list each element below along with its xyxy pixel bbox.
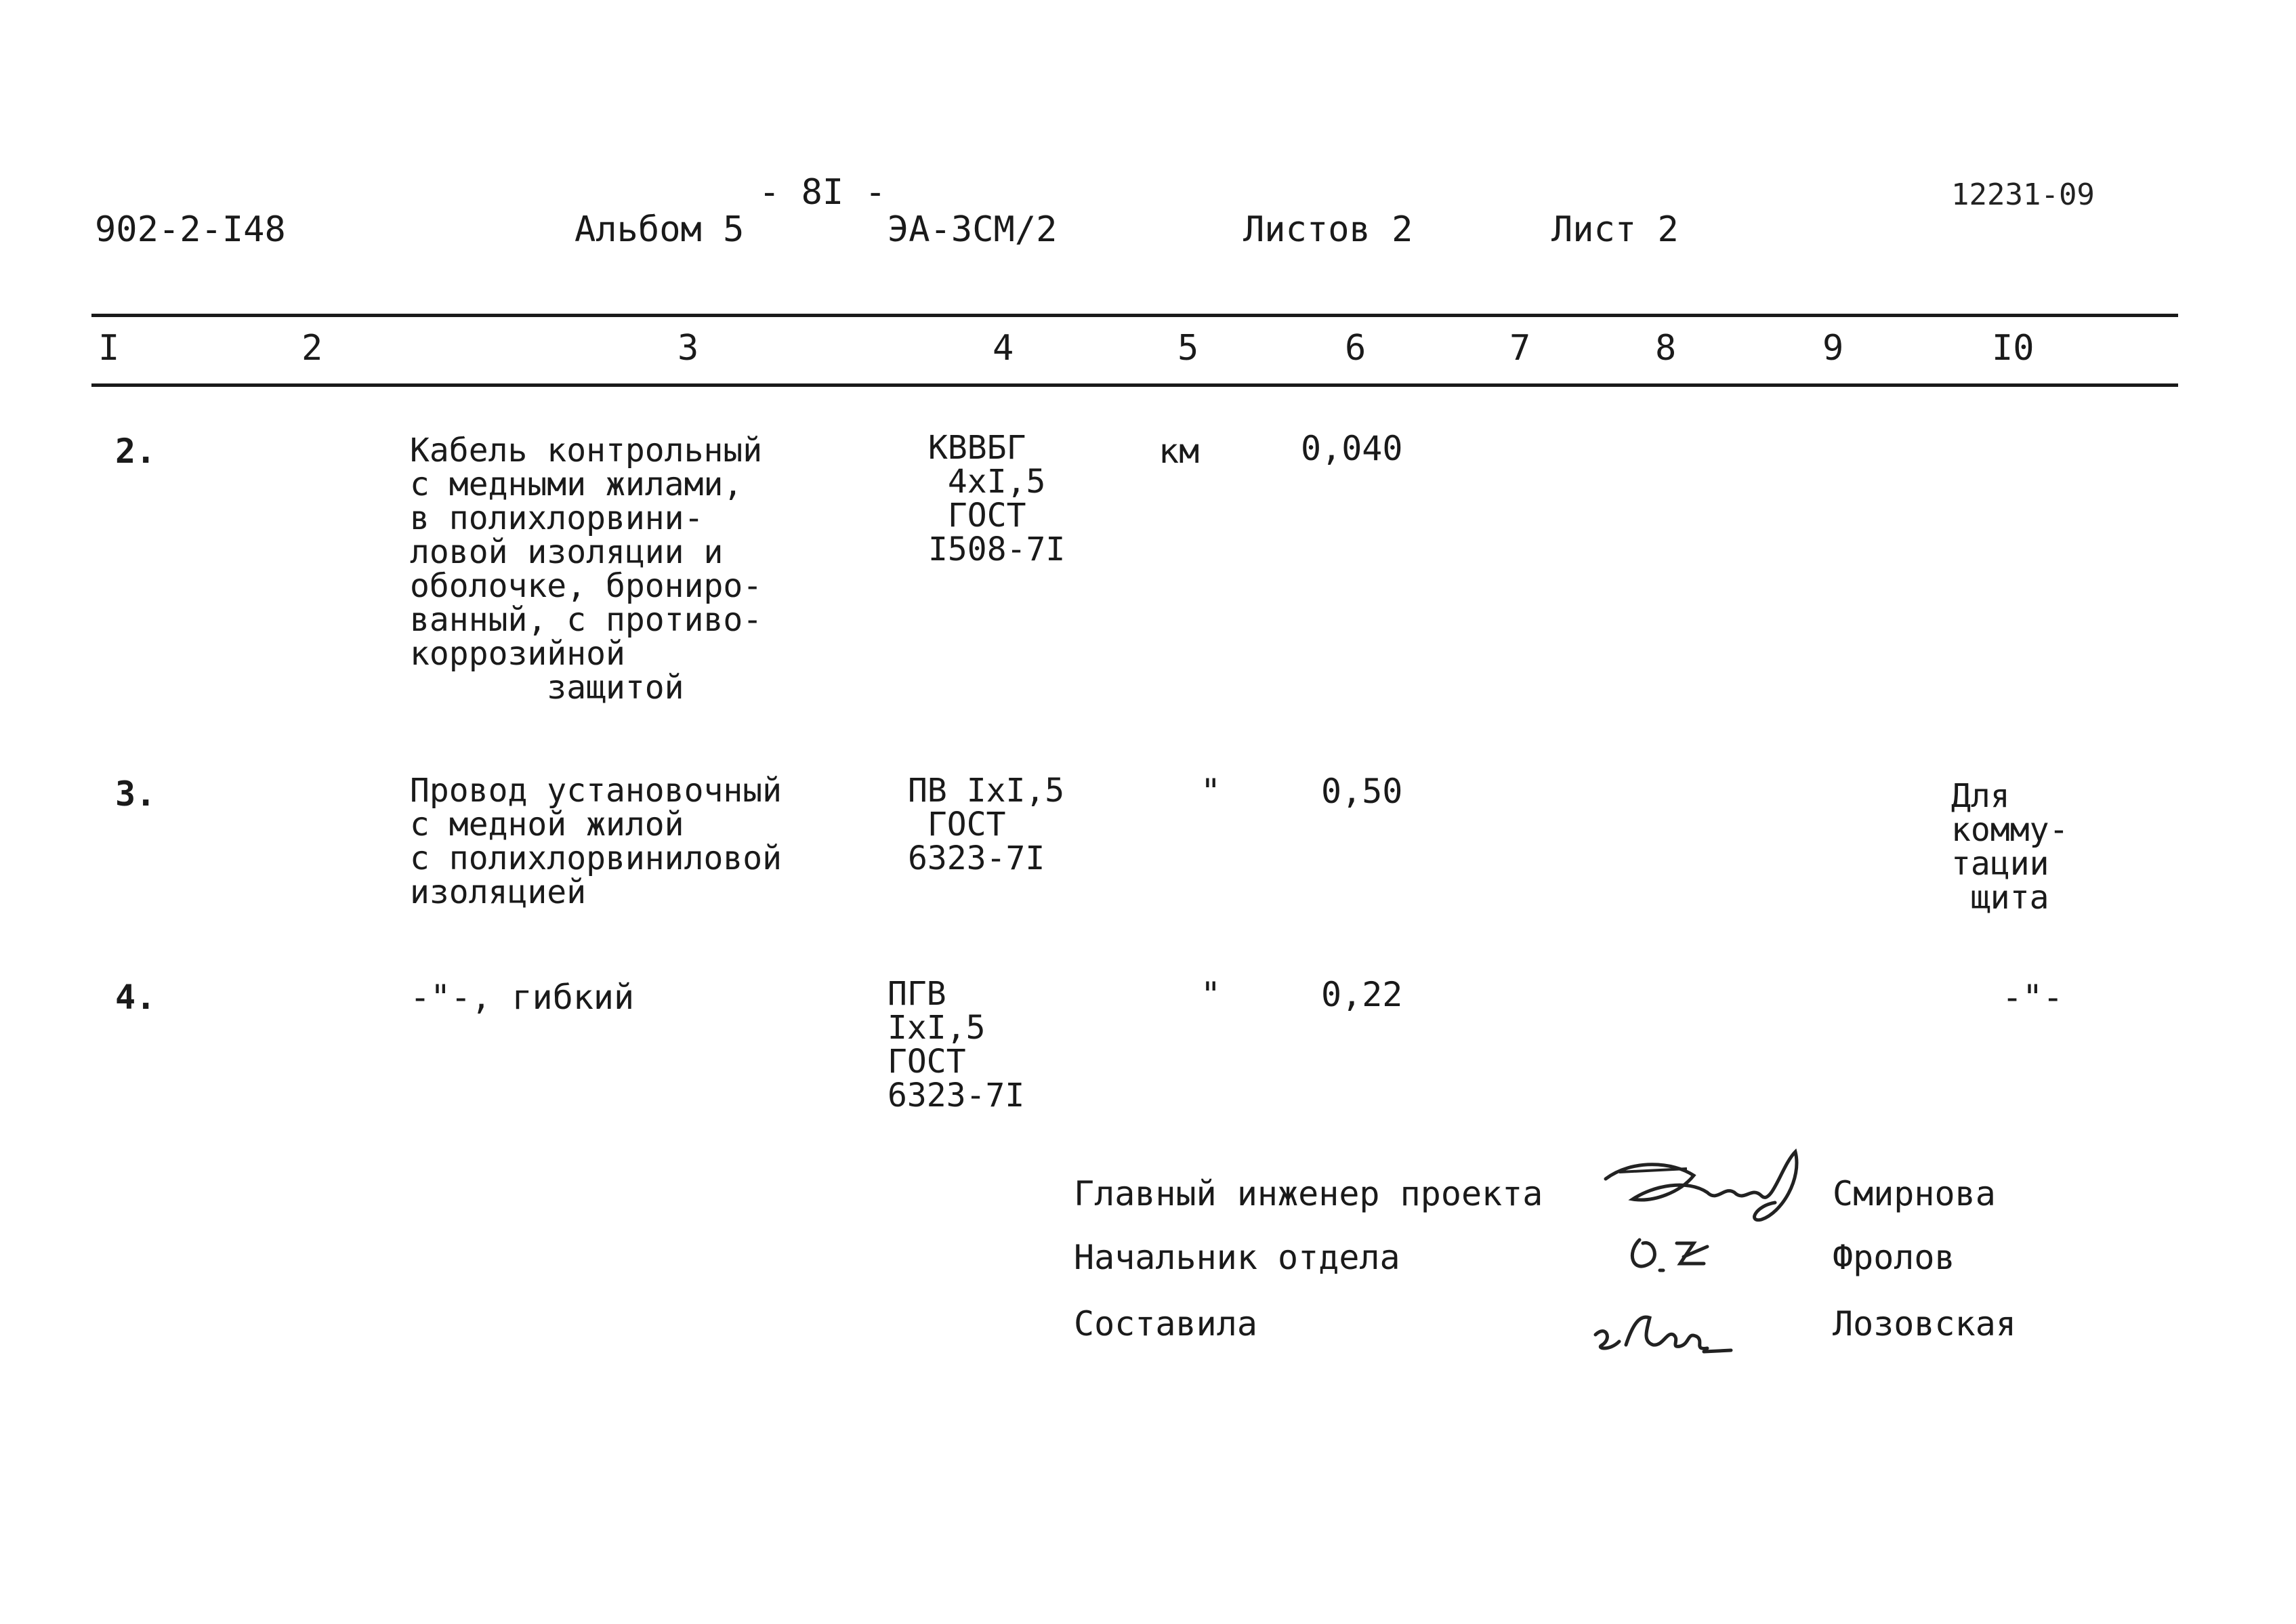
signature-role-head: Начальник отдела xyxy=(1074,1238,1400,1277)
handwritten-signature-author-icon xyxy=(1585,1297,1741,1358)
table-top-rule xyxy=(91,314,2178,317)
column-header-5: 5 xyxy=(1177,328,1199,369)
signature-name-head: Фролов xyxy=(1833,1238,1955,1277)
table-row-mark: КВВБГ 4хI,5 ГОСТ I508-7I xyxy=(928,429,1066,568)
table-row-qty: 0,22 xyxy=(1321,975,1403,1014)
table-row-name: Кабель контрольный с медными жилами, в полихлорвини- ловой изоляции и оболочке, брониро- ванный, с противо- коррозийной защитой xyxy=(410,432,763,707)
table-row-unit: км xyxy=(1159,432,1200,471)
table-row-number: 2. xyxy=(115,432,156,471)
column-header-4: 4 xyxy=(993,328,1014,369)
column-header-7: 7 xyxy=(1509,328,1531,369)
column-header-9: 9 xyxy=(1822,328,1844,369)
table-row-note: -"- xyxy=(2002,978,2064,1017)
album-label: Альбом 5 xyxy=(575,209,745,250)
table-row-note: Для комму- тации щита xyxy=(1951,777,2069,917)
signature-role-chief-engineer: Главный инженер проекта xyxy=(1074,1174,1543,1213)
table-row-unit: " xyxy=(1201,975,1222,1014)
table-header-rule xyxy=(91,383,2178,387)
table-row-unit: " xyxy=(1201,772,1222,811)
handwritten-signature-icon xyxy=(1592,1138,1816,1240)
sheet-number: Лист 2 xyxy=(1551,209,1679,250)
handwritten-initials-icon xyxy=(1619,1226,1728,1281)
column-header-10: I0 xyxy=(1992,328,2034,369)
sheets-total: Листов 2 xyxy=(1243,209,1413,250)
table-row-number: 4. xyxy=(115,978,156,1017)
page-number: - 8I - xyxy=(759,172,886,213)
table-row-mark: ПГВ IхI,5 ГОСТ 6323-7I xyxy=(888,975,1025,1115)
table-row-qty: 0,040 xyxy=(1301,429,1403,468)
table-row-name: -"-, гибкий xyxy=(410,978,635,1017)
column-header-3: 3 xyxy=(677,328,699,369)
signature-role-author: Составила xyxy=(1074,1304,1257,1344)
signature-name-author: Лозовская xyxy=(1833,1304,2016,1344)
archive-stamp: 12231-09 xyxy=(1951,178,2095,212)
column-header-6: 6 xyxy=(1345,328,1366,369)
column-header-2: 2 xyxy=(301,328,323,369)
column-header-1: I xyxy=(98,328,120,369)
table-row-qty: 0,50 xyxy=(1321,772,1403,811)
drawing-code: ЭА-3СМ/2 xyxy=(888,209,1058,250)
doc-code: 902-2-I48 xyxy=(95,209,286,250)
table-row-number: 3. xyxy=(115,774,156,814)
table-row-name: Провод установочный с медной жилой с полихлорвиниловой изоляцией xyxy=(410,772,782,911)
table-row-mark: ПВ IхI,5 ГОСТ 6323-7I xyxy=(908,772,1065,877)
signature-name-chief-engineer: Смирнова xyxy=(1833,1174,1996,1213)
column-header-8: 8 xyxy=(1655,328,1677,369)
